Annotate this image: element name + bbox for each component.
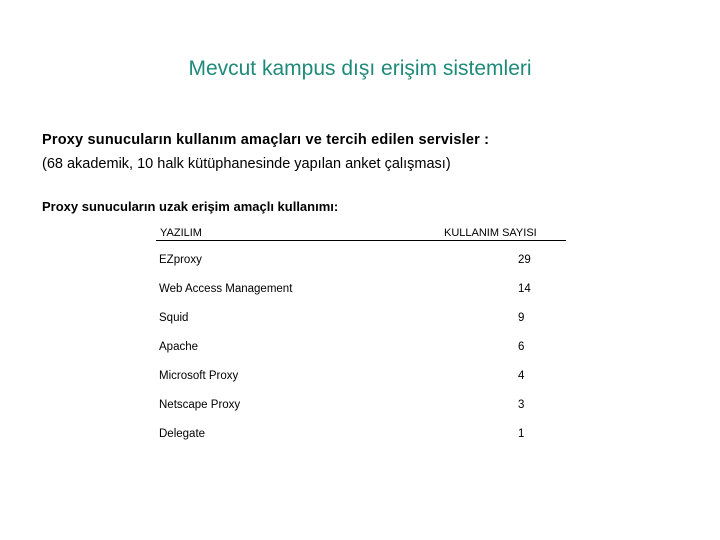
intro-text [42,128,682,176]
row-software-name: Microsoft Proxy [159,370,239,382]
row-usage-count: 6 [518,341,525,353]
table-subheading: Proxy sunucuların uzak erişim amaçlı kullanımı: [42,199,339,214]
table-row [156,399,576,428]
intro-line-2: (68 akademik, 10 halk kütüphanesinde yapılan anket çalışması) [42,156,451,172]
row-software-name: Apache [159,341,199,353]
table-body [156,254,576,457]
table-row [156,312,576,341]
row-software-name: Squid [159,312,189,324]
slide-title: Mevcut kampus dışı erişim sistemleri [188,57,532,80]
row-software-name: Web Access Management [159,283,293,295]
row-usage-count: 4 [518,370,525,382]
row-usage-count: 29 [518,254,531,266]
table-row [156,428,576,457]
row-usage-count: 1 [518,428,525,440]
table-header [156,227,566,241]
row-usage-count: 3 [518,399,525,411]
row-software-name: Netscape Proxy [159,399,241,411]
intro-line-1: Proxy sunucuların kullanım amaçları ve tercih edilen servisler : [42,132,490,148]
row-usage-count: 14 [518,283,531,295]
header-usage-count: KULLANIM SAYISI [444,227,537,239]
row-usage-count: 9 [518,312,525,324]
table-row [156,254,576,283]
row-software-name: EZproxy [159,254,202,266]
header-software: YAZILIM [160,227,202,239]
table-row [156,370,576,399]
table-row [156,283,576,312]
table-row [156,341,576,370]
row-software-name: Delegate [159,428,206,440]
